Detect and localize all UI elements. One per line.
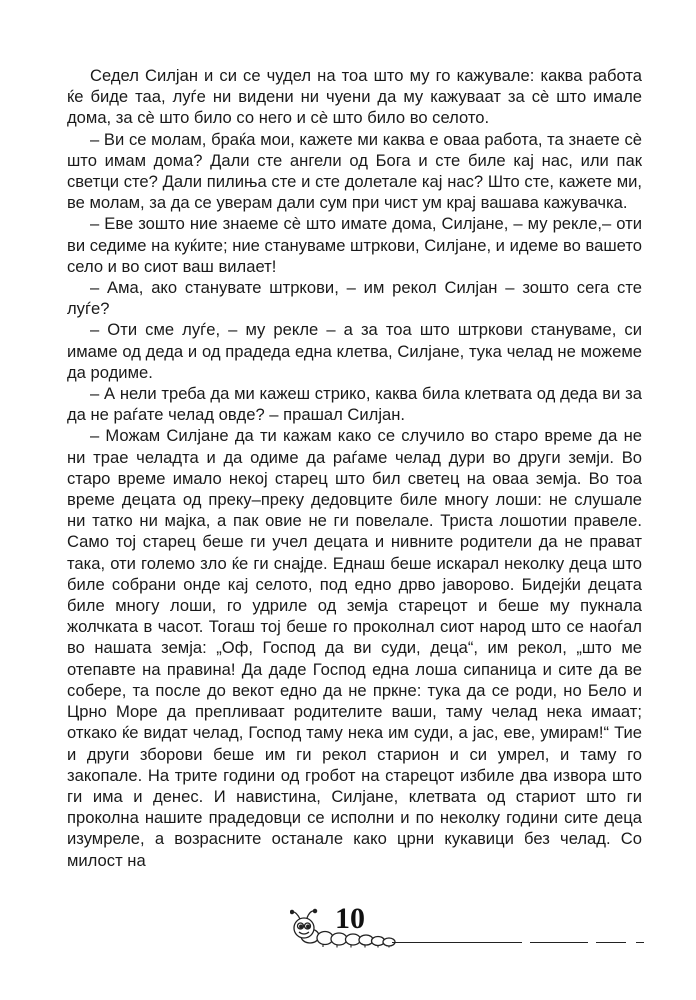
paragraph: – Оти сме луѓе, – му рекле – а за тоа што штркови стануваме, си имаме од деда и од прадеда една клетва, Силјане, тука челад не можеме да родиме. xyxy=(67,320,642,382)
page-footer xyxy=(290,902,670,952)
paragraph: – Ви се молам, браќа мои, кажете ми каква е оваа работа, та знаете сè што имам дома? Дали сте ангели од Бога и сте биле кај нас, или пак светци сте? Дали пилиња сте и сте долетале кај нас? Што сте, кажете ми, ве молам, за да се уверам дали сум при чист ум крај вашава кажувачка. xyxy=(67,129,642,213)
paragraph: Седел Силјан и си се чудел на тоа што му го кажувале: каква работа ќе биде таа, луѓе ни видени ни чуени да му кажуваат за сè што имале дома, за сè што било со него и сè што било во селото. xyxy=(67,66,642,128)
footer-rule xyxy=(596,942,626,943)
body-text xyxy=(67,65,642,871)
paragraph: – Можам Силјане да ти кажам како се случило во старо време да не ни трае челадта и да одиме да раѓаме челад дури во други земји. Во старо време имало некој старец што бил светец на оваа земја. Во тоа време децата од преку–преку дедовците биле многу лоши: не слушале ни татко ни мајка, а пак овие не ги повелале. Триста лошотии правеле. Само тој старец беше ги учел децата и нивните родители да не прават така, оти големо зло ќе ги снајде. Еднаш беше искарал неколку деца што биле собрани онде кај селото, под едно дрво јаворово. Бидејќи децата биле многу лоши, го удриле од земја старецот и беше му пукнала жолчката в часот. Тогаш тој беше го проколнал сиот народ што се наоѓал во нашата земја: „Оф, Господ да ви суди, деца“, им рекол, „што ме отепавте на правина! Да даде Господ една лоша сипаница и сите да ве собере, та после до векот едно да не пркне: тука да се роди, но Бело и Црно Море да препливаат родителите ваши, таму челад нека имаат; откако ќе видат челад, Господ таму нека им суди, а јас, еве, умирам!“ Тие и други зборови беше им ги рекол старион и си умрел, и таму го закопале. На трите години од гробот на старецот избиле два извора што ги има и денес. И навистина, Силјане, клетвата од стариот што ги проколна нашите прадедовци се исполни и по неколку години сите деца изумреле, а возрасните останале како црни кукавици без челад. Со милост на xyxy=(67,426,642,870)
footer-rule xyxy=(530,942,588,943)
paragraph: – Еве зошто ние знаеме сè што имате дома, Силјане, – му рекле,– оти ви седиме на куќите; ние стануваме штркови, Силјане, и идеме во вашето село и во сиот ваш вилает! xyxy=(67,214,642,276)
page-number: 10 xyxy=(335,902,365,935)
paragraph: – Ама, ако станувате штркови, – им рекол Силјан – зошто сега сте луѓе? xyxy=(67,278,642,319)
footer-rule xyxy=(392,942,522,943)
paragraph: – А нели треба да ми кажеш стрико, каква била клетвата од деда ви за да не раѓате челад овде? – прашал Силјан. xyxy=(67,384,642,425)
footer-rule xyxy=(636,942,644,943)
